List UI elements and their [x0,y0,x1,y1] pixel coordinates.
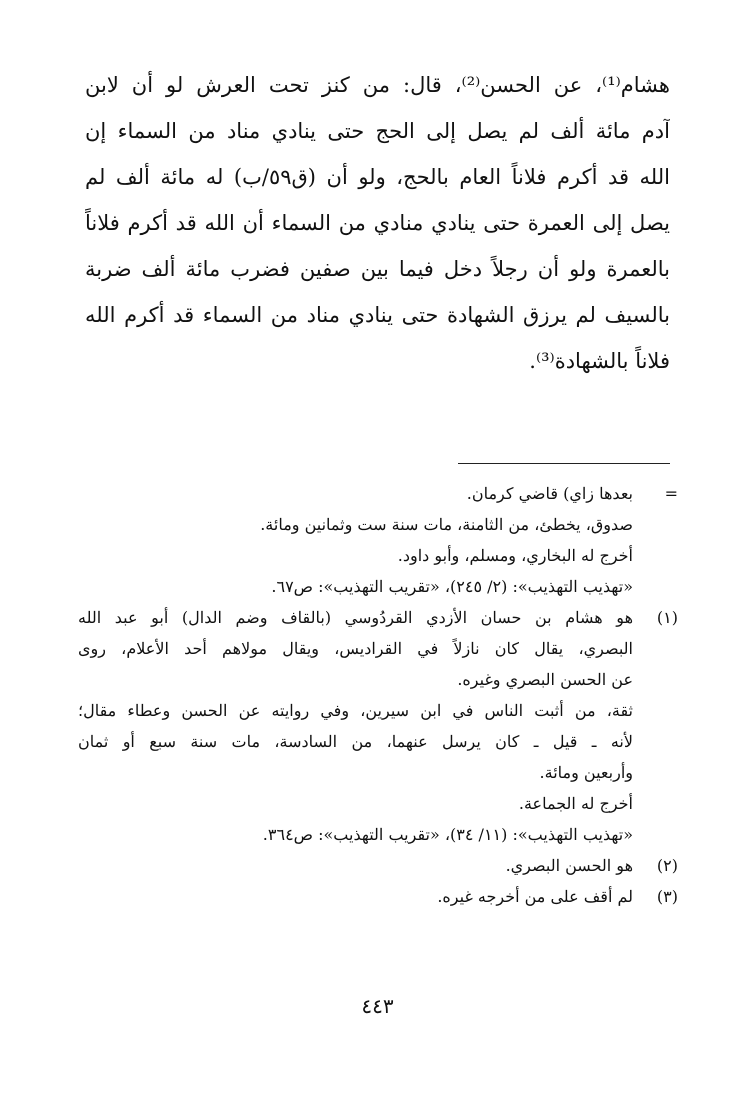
footnote-body [78,881,633,912]
footnote-line: عن الحسن البصري وغيره. [457,670,633,689]
footnote-line: هو الحسن البصري. [505,856,633,875]
footnote-line: أخرج له الجماعة. [518,794,633,813]
footnote-line: لأنه ـ قيل ـ كان يرسل عنهما، من السادسة، مات سنة سبع أو ثمان [78,732,633,751]
footnotes [78,478,678,912]
footnote-marker: (٢) [656,856,678,875]
footnote-body [78,602,633,850]
footnote-line: البصري، يقال كان نازلاً في القراديس، ويقال مولاهم أحد الأعلام، روى [78,639,633,658]
footnote-2 [78,850,678,881]
footnote-body [78,478,633,602]
footnote-line: أخرج له البخاري، ومسلم، وأبو داود. [397,546,633,565]
main-text-line: بالعمرة ولو أن رجلاً دخل فيما بين صفين فضرب مائة ألف ضربة [85,257,670,281]
main-text-line: هشام⁽¹⁾، عن الحسن⁽²⁾، قال: من كنز تحت العرش لو أن لابن [85,73,670,97]
footnote-continuation [78,478,678,602]
footnote-line: لم أقف على من أخرجه غيره. [437,887,633,906]
main-text-line: بالسيف لم يرزق الشهادة حتى ينادي مناد من السماء قد أكرم الله [85,303,670,327]
footnote-line: بعدها زاي) قاضي كرمان. [466,484,633,503]
footnote-line: وأربعين ومائة. [539,763,633,782]
footnote-1 [78,602,678,850]
footnote-line: «تهذيب التهذيب»: (٢/ ٢٤٥)، «تقريب التهذيب»: ص٦٧. [271,577,633,596]
footnote-line: صدوق، يخطئ، من الثامنة، مات سنة ست وثمانين ومائة. [260,515,633,534]
footnote-line: ثقة، من أثبت الناس في ابن سيرين، وفي روايته عن الحسن وعطاء مقال؛ [78,701,633,720]
main-text-line: يصل إلى العمرة حتى ينادي منادي من السماء أن الله قد أكرم فلاناً [85,211,670,235]
footnote-marker: (١) [656,608,678,627]
footnote-marker: (٣) [656,887,678,906]
footnote-body [78,850,633,881]
footnote-line: «تهذيب التهذيب»: (١١/ ٣٤)، «تقريب التهذيب»: ص٣٦٤. [262,825,633,844]
main-text-line: فلاناً بالشهادة⁽³⁾. [529,349,670,373]
footnote-line: هو هشام بن حسان الأزدي القردُوسي (بالقاف وضم الدال) أبو عبد الله [78,608,633,627]
footnote-marker: = [664,484,678,503]
footnote-3 [78,881,678,912]
footnote-separator [458,463,670,464]
main-text [85,62,670,384]
main-text-line: آدم مائة ألف لم يصل إلى الحج حتى ينادي مناد من السماء إن [85,119,670,143]
main-text-line: الله قد أكرم فلاناً العام بالحج، ولو أن (ق٥٩/ب) له مائة ألف لم [85,165,670,189]
page-number: ٤٤٣ [361,994,394,1018]
